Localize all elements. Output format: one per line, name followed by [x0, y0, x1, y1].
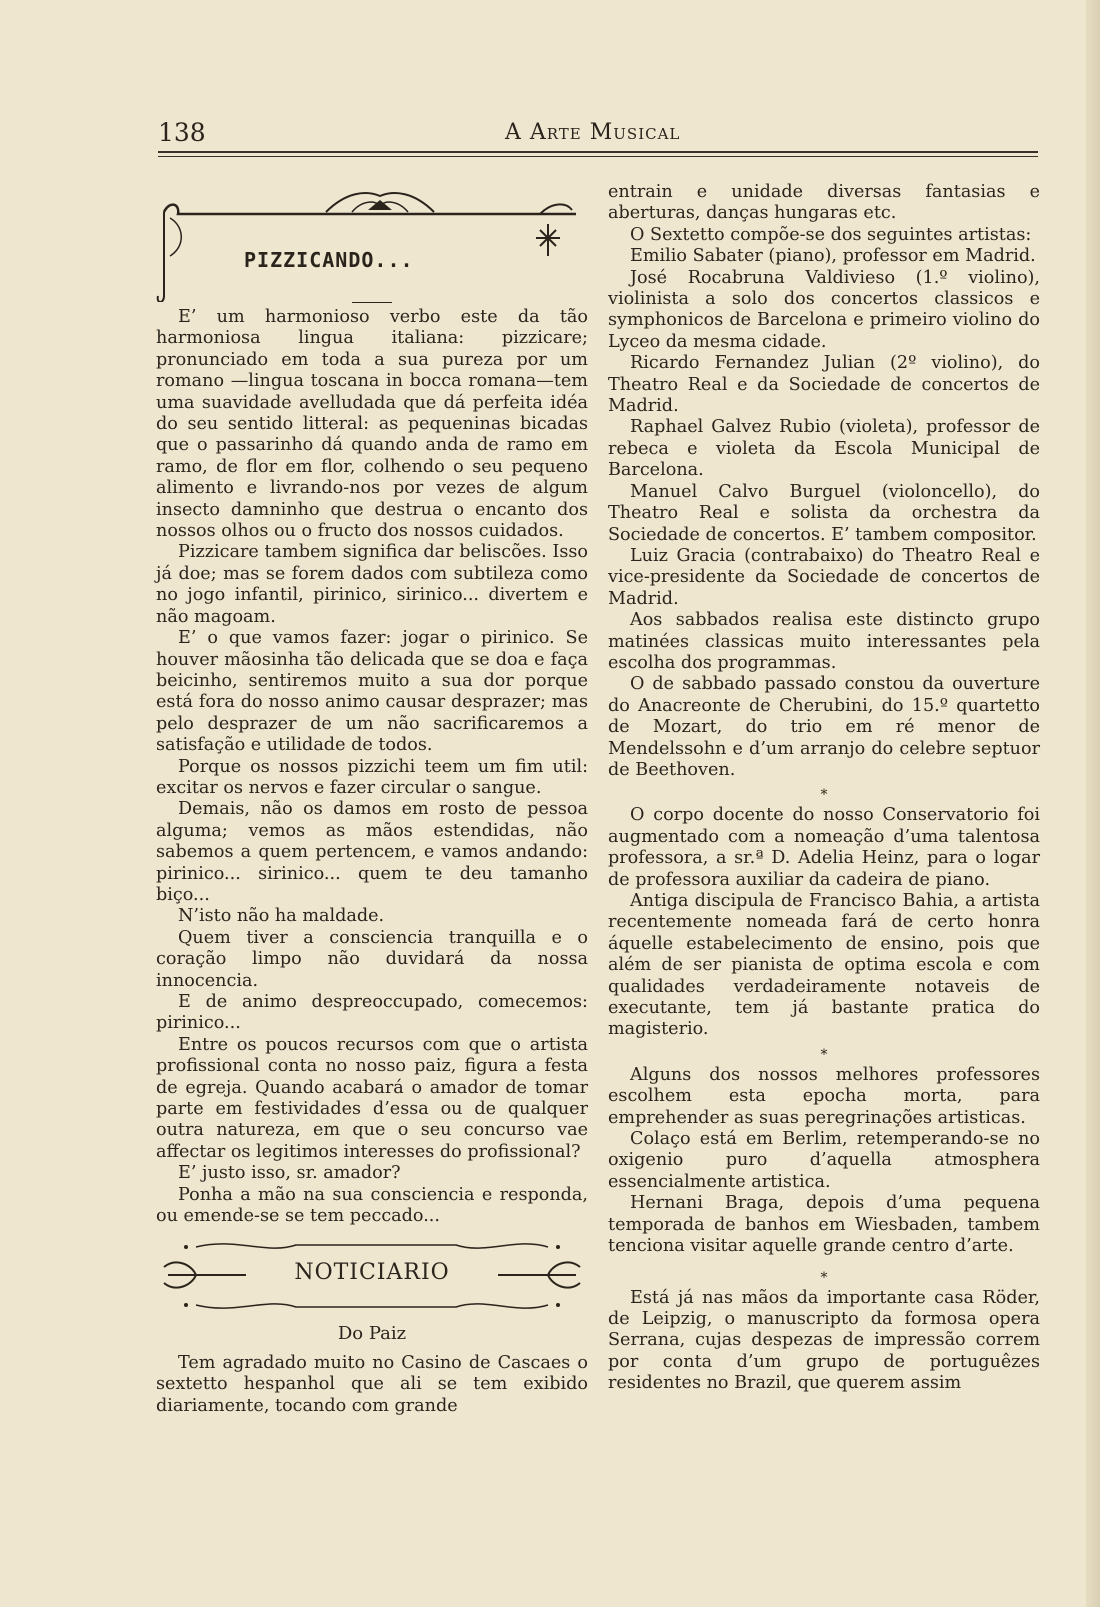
paragraph: O de sabbado passado constou da ouverture do Anacreonte de Cherubini, do 15.º quartetto de Mozart, do trio em ré menor de Mendelssohn e d’um arranjo do celebre septuor de Beethoven. — [608, 674, 1040, 780]
professores-paragraphs — [608, 1065, 1040, 1258]
page-number: 138 — [158, 118, 206, 147]
paragraph: Demais, não os damos em rosto de pessoa alguma; vemos as mãos estendidas, não sabemos a quem pertencem, e vamos andando: pirinico... sirinico... quem te deu tamanho biço... — [156, 799, 588, 905]
title-ornament — [156, 186, 588, 302]
paragraph: E’ justo isso, sr. amador? — [178, 1163, 401, 1184]
article-title: PIZZICANDO... — [244, 248, 414, 272]
paragraph: Pizzicare tambem significa dar beliscões. Isso já doe; mas se forem dados com subtileza como no jogo infantil, pirinico, sirinico... divertem e não magoam. — [156, 542, 588, 627]
right-column — [608, 182, 1040, 1395]
sextetto-paragraphs — [608, 225, 1040, 782]
paragraph: E de animo despreoccupado, comecemos: pirinico... — [156, 992, 588, 1034]
paragraph: Emilio Sabater (piano), professor em Madrid. — [630, 246, 1036, 267]
paragraph: E’ o que vamos fazer: jogar o pirinico. Se houver mãosinha tão delicada que se doa e faça beicinho, sentiremos muito a sua dor porque está fora do nosso animo causar desprazer; mas pelo desprazer de um não sacrificaremos a satisfação e utilidade de todos. — [156, 628, 588, 756]
news-subhead: Do Paiz — [337, 1323, 407, 1345]
article-title-block — [156, 186, 588, 302]
header-rule — [158, 151, 1038, 157]
paragraph: Hernani Braga, depois d’uma pequena temporada de banhos em Wiesbaden, tambem tenciona visitar aquelle grande centro d’arte. — [608, 1193, 1040, 1257]
paragraph: E’ um harmonioso verbo este da tão harmoniosa lingua italiana: pizzicare; pronunciado em toda a sua pureza por um romano —lingua toscana in bocca romana—tem uma suavidade avelludada que dá perfeita idéa do seu sentido litteral: as pequeninas bicadas que o passarinho dá quando anda de ramo em ramo, de flor em flor, colhendo o seu pequeno alimento e livrando-nos por vezes de algum insecto damninho que destrua o encanto dos nossos olhos ou o fructo dos nossos cuidados. — [156, 307, 588, 542]
paragraph: Raphael Galvez Rubio (violeta), professor de rebeca e violeta da Escola Municipal de Barcelona. — [608, 417, 1040, 481]
paragraph: Ponha a mão na sua consciencia e responda, ou emende-se se tem peccado... — [156, 1184, 588, 1227]
page-header — [158, 116, 1038, 156]
paragraph: Tem agradado muito no Casino de Cascaes o sextetto hespanhol que ali se tem exibido diariamente, tocando com grande — [156, 1352, 588, 1416]
article-body — [156, 307, 588, 1227]
separator-star: * — [820, 787, 828, 804]
paragraph: Luiz Gracia (contrabaixo) do Theatro Real e vice-presidente da Sociedade de concertos de Madrid. — [608, 545, 1040, 609]
separator-star: * — [820, 1269, 828, 1286]
news-left-body — [156, 1353, 588, 1417]
paragraph: Alguns dos nossos melhores professores escolhem esta epocha morta, para emprehender as suas peregrinações artisticas. — [608, 1064, 1040, 1128]
noticiario-title: NOTICIARIO — [294, 1260, 450, 1286]
paragraph: Ricardo Fernandez Julian (2º violino), do Theatro Real e da Sociedade de concertos de Madrid. — [608, 353, 1040, 417]
paragraph: N’isto não ha maldade. — [178, 906, 385, 927]
paragraph: Colaço está em Berlim, retemperando-se no oxigenio puro d’aquella atmosphera essencialmente artistica. — [608, 1129, 1040, 1192]
paragraph: Antiga discipula de Francisco Bahia, a artista recentemente nomeada fará de certo honra áquelle estabelecimento de ensino, pois que além de ser pianista de optima escola e com qualidades verdadeiramente notaveis de executante, tem já bastante pratica do magisterio. — [608, 891, 1040, 1040]
paragraph: Entre os poucos recursos com que o artista profissional conta no nosso paiz, figura a festa de egreja. Quando acabará o amador de tomar parte em festividades d’essa ou de qualquer outra natureza, em que o seu concurso vae affectar os legitimos interesses do profissional? — [156, 1034, 588, 1162]
serrana-paragraphs — [608, 1288, 1040, 1395]
conservatorio-paragraphs — [608, 805, 1040, 1040]
running-title: A Arte Musical — [505, 120, 681, 145]
continuation-paragraph: entrain e unidade diversas fantasias e aberturas, danças hungaras etc. — [608, 182, 1040, 224]
separator-star: * — [820, 1046, 828, 1063]
paragraph: Está já nas mãos da importante casa Röder, de Leipzig, o manuscripto da formosa opera Serrana, cujas despezas de impressão correm por conta d’um grupo de portuguêzes residentes no Brazil, que querem assim — [608, 1287, 1040, 1394]
paragraph: O Sextetto compõe-se dos seguintes artistas: — [630, 224, 1032, 245]
paragraph: Quem tiver a consciencia tranquilla e o coração limpo não duvidará da nossa innocencia. — [156, 927, 588, 991]
paragraph: José Rocabruna Valdivieso (1.º violino), violinista a solo dos concertos classicos e symphonicos de Barcelona e primeiro violino do Lyceo da mesma cidade. — [608, 267, 1040, 352]
paragraph: Porque os nossos pizzichi teem um fim util: excitar os nervos e fazer circular o sangue. — [156, 756, 588, 798]
left-column — [156, 186, 588, 1417]
paragraph: Aos sabbados realisa este distincto grupo matinées classicas muito interessantes pela escolha dos programmas. — [608, 610, 1040, 673]
paragraph: O corpo docente do nosso Conservatorio foi augmentado com a nomeação d’uma talentosa professora, a sr.ª D. Adelia Heinz, para o logar de professora auxiliar da cadeira de piano. — [608, 805, 1040, 890]
paragraph: Manuel Calvo Burguel (violoncello), do Theatro Real e solista da orchestra da Sociedade de concertos. E’ tambem compositor. — [608, 481, 1040, 545]
title-rule — [352, 302, 392, 303]
noticiario-header — [156, 1237, 588, 1315]
page-edge — [1086, 0, 1100, 1607]
